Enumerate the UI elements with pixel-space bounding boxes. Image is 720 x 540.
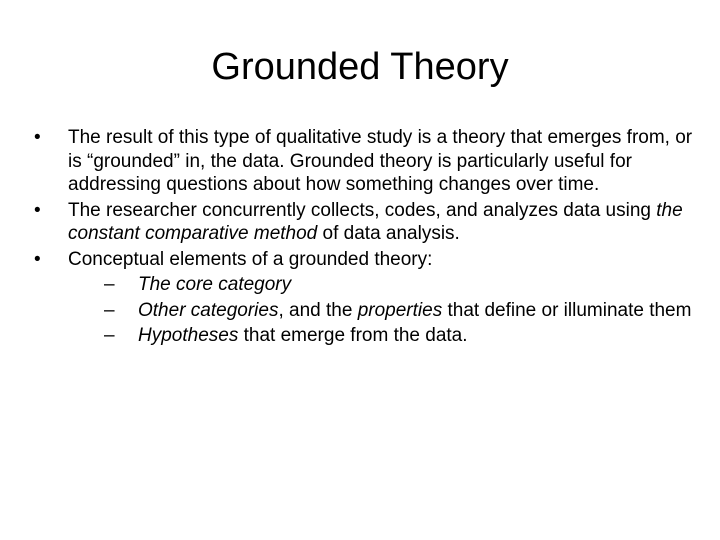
bullet-item-researcher <box>30 199 695 246</box>
bullet-text <box>68 200 683 245</box>
sub-item-term: Hypotheses <box>138 325 239 346</box>
bullet-list <box>30 126 695 350</box>
bullet-item-result <box>30 126 695 197</box>
dash-marker: – <box>104 299 115 321</box>
sub-item-text <box>138 325 468 346</box>
method-term: the constant comparative method <box>68 199 683 244</box>
sub-item-text <box>138 300 691 321</box>
bullet-text: Conceptual elements of a grounded theory: <box>68 248 433 270</box>
dash-marker: – <box>104 325 115 346</box>
sub-item-text-segment: that define or illuminate them <box>442 299 692 321</box>
bullet-text: The result of this type of qualitative study is a theory that emerges from, or is “grounded” in, the data. Grounded theory is particularly useful for addressing questions about how something changes over time. <box>68 127 693 195</box>
bullet-text-segment: of data analysis. <box>317 223 460 244</box>
bullet-marker: • <box>34 199 41 221</box>
bullet-marker: • <box>34 248 41 270</box>
sub-item-term: Other categories <box>138 299 279 321</box>
bullet-item-conceptual-elements <box>30 248 695 348</box>
sub-item-other-categories <box>68 299 695 323</box>
sub-item-hypotheses <box>68 324 695 348</box>
bullet-marker: • <box>34 127 41 148</box>
sub-item-term: properties <box>357 299 443 321</box>
sub-item-core-category <box>68 273 695 297</box>
bullet-text-segment: The researcher concurrently collects, codes, and analyzes data using <box>68 199 657 221</box>
dash-marker: – <box>104 274 115 295</box>
sub-bullet-list <box>68 273 695 348</box>
sub-item-text-segment: that emerge from the data. <box>238 325 468 346</box>
sub-item-text-segment: , and the <box>278 299 358 321</box>
slide-title: Grounded Theory <box>211 46 509 88</box>
sub-item-term: The core category <box>138 274 292 295</box>
